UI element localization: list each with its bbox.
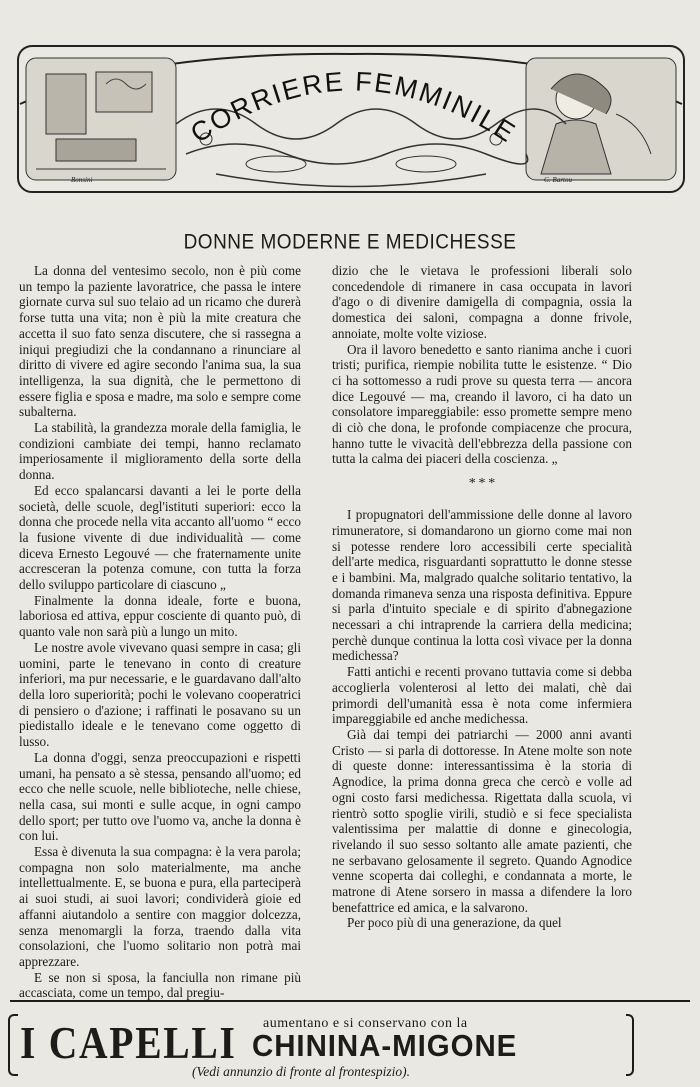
advert-brand: CHININA-MIGONE (252, 1028, 518, 1063)
paragraph: I propugnatori dell'ammissione delle donne al lavoro rimuneratore, si domandarono un giorno come mai non si potesse rendere loro accessibili certe specialità dell'arte medica, risguardanti soprattutto le donne stesse e i bambini. Ma, malgrado qualche solitario tentativo, la domanda rimaneva senza una risposta definitiva. Eppure si parla d'intuito speciale e di spirito d'abnegazione necessari a chi intraprende la carriera della medicina; perchè dunque continua la lotta così vivace per la donna medichessa? (332, 507, 632, 664)
advert-note: (Vedi annunzio di fronte al frontespizio). (192, 1064, 410, 1079)
advert-tagline: aumentano e si conservano con la (263, 1016, 468, 1031)
paragraph: La stabilità, la grandezza morale della famiglia, le condizioni cambiate dei tempi, hanno reclamato imperiosamente il miglioramento della sorte della donna. (19, 420, 301, 483)
article-title: DONNE MODERNE E MEDICHESSE (183, 230, 517, 254)
advertisement (20, 1014, 632, 1079)
paragraph: Per poco più di una generazione, da quel (347, 915, 562, 931)
paragraph: Fatti antichi e recenti provano tuttavia come si debba accoglierla volenterosi al letto dei malati, chè dai primordi dell'umanità essa è nota come infermiera impareggiabile ed anche medichessa. (332, 664, 632, 727)
advert-headline: I CAPELLI (20, 1017, 237, 1068)
paragraph: dizio che le vietava le professioni liberali solo concedendole di rimanere in casa occupata in lavori d'ago o di divenire damigella di compagnia, ossia la domestica dei saloni, compagna a donne frivole, annoiate, molte volte viziose. (332, 263, 632, 341)
advert-bracket-left (8, 1014, 18, 1076)
advert-rule (10, 1000, 690, 1002)
artist-signature-right: G. Bartou (544, 176, 572, 184)
article-column-left (19, 263, 301, 1001)
paragraph: La donna del ventesimo secolo, non è più come un tempo la paziente lavoratrice, che passa le intere giornate curva sul suo telaio ad un ricamo che durerà forse tutta una vita; non è più la mite creatura che accetta il suo fato senza discutere, che si rassegna a iniqui pregiudizi che la condannano a rinunciare al diritto di vivere ed agire secondo l'anima sua, la sua intelligenza, la sua dignità, che le permettono di essere figlia e sposa e madre, ma solo e sempre come subalterna. (19, 263, 301, 420)
paragraph: Finalmente la donna ideale, forte e buona, laboriosa ed attiva, eppur cosciente di quanto può, di quanto vale non sarà più a lungo un mito. (19, 592, 301, 640)
art-nouveau-illustration (16, 44, 686, 194)
paragraph: La donna d'oggi, senza preoccupazioni e rispetti umani, ha pensato a sè stessa, pensando all'uomo; ed ecco che nelle scuole, nelle biblioteche, nelle chiese, nella casa, sui monti e sulle acque, in ogni campo dello sport; per tutto ove l'uomo va, anche la donna è con lui. (19, 749, 301, 844)
paragraph: Ed ecco spalancarsi davanti a lei le porte della società, delle scuole, degl'istituti superiori: ecco la donna che procede nella vita accanto all'uomo “ ecco la fusione vivente di due individualità — come diceva Ernesto Legouvé — che fraternamente unite accresceran la potenza comune, con tutta la forza dello sviluppo particolare di ciascuno „ (19, 482, 301, 593)
paragraph: E se non si sposa, la fanciulla non rimane più accasciata, come un tempo, dal pregiu- (19, 969, 301, 1001)
paragraph: Ora il lavoro benedetto e santo rianima anche i cuori tristi; purifica, riempie nobilita tutte le esistenze. “ Dio ci ha sottomesso a rudi prove su questa terra — ancora dice Legouvé — ma, creando il lavoro, ci ha dato un consolatore impareggiabile: esso promette sempre meno di ciò che dona, le profonde compiacenze che procura, hanno tutte le vivacità dell'ebbrezza della passione con tutta la calma dei piaceri della coscienza. „ (332, 341, 632, 467)
paragraph: Le nostre avole vivevano quasi sempre in casa; gli uomini, parte le tenevano in conto di creature inferiori, ma pur necessarie, e le guardavano dall'alto della loro superiorità; pochi le volevano cooperatrici di pensiero o d'azione; i raffinati le posavano su un piedistallo ideale e le tenevano come oggetto di lusso. (19, 639, 301, 750)
article-column-right (332, 263, 632, 931)
banner-title: CORRIERE FEMMINILE (185, 66, 522, 149)
paragraph: Essa è divenuta la sua compagna: è la vera parola; compagna non solo materialmente, ma anche intellettualmente. E, se buona e pura, ella parteciperà ai suoi studi, ai suoi lavori; condividerà gioie ed affanni aiutandolo a sentire con maggior dolcezza, senza menomargli la forza, traendo dalla vita consolazioni, che l'uomo solitario non potrà mai apprezzare. (19, 844, 301, 969)
header-banner (16, 44, 686, 194)
asterism-separator: * * * (468, 476, 496, 492)
paragraph: Già dai tempi dei patriarchi — 2000 anni avanti Cristo — si parla di dottoresse. In Atene molte son note di queste donne: interessantissima è la storia di Agnodice, la prima donna greca che cercò e volle ad ogni costo farsi medichessa. Rigettata dalla scuola, vi rientrò sotto spoglie virili, studiò e si fece specialista valentissima per malattie di donne e ginecologia, rivelando il suo sesso soltanto alle amate pazienti, che ne serbavano gelosamente il segreto. Quando Agnodice venne scoperta dai colleghi, e condannata a morte, le matrone di Atene sorsero in massa a difendere la loro benefattrice ed amica, e la salvarono. (332, 726, 632, 915)
artist-signature-left: Bonsini (71, 176, 93, 184)
